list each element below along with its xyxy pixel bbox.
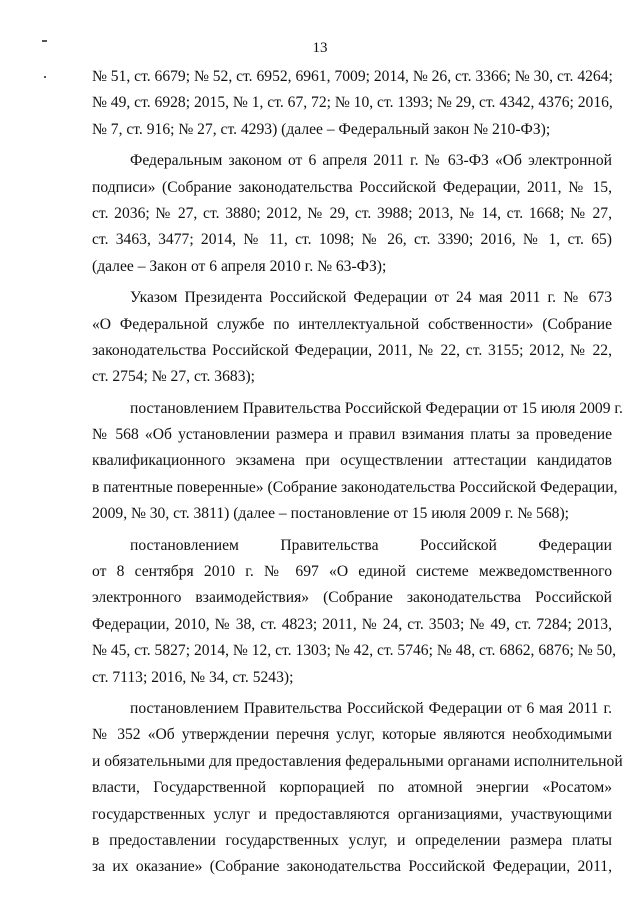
text-line: подписи» (Собрание законодательства Российской Федерации, 2011, № 15, <box>92 178 612 196</box>
text-line: ст. 3463, 3477; 2014, № 11, ст. 1098; № 26, ст. 3390; 2016, № 1, ст. 65) <box>92 231 612 249</box>
text-line: ст. 2754; № 27, ст. 3683); <box>92 368 256 386</box>
paragraph-government-resolution-352 <box>92 696 623 881</box>
scan-speck <box>44 76 46 78</box>
document-body <box>92 64 623 881</box>
text-line: 2009, № 30, ст. 3811) (далее – постановление от 15 июля 2009 г. № 568); <box>92 505 569 523</box>
text-line: Федерации, 2010, № 38, ст. 4823; 2011, № 24, ст. 3503; № 49, ст. 7284; 2013, <box>92 615 612 633</box>
text-line: постановлением Правительства Российской Федерации от 15 июля 2009 г. <box>130 399 623 417</box>
text-line: ст. 7113; 2016, № 34, ст. 5243); <box>92 668 294 686</box>
text-line: № 45, ст. 5827; 2014, № 12, ст. 1303; № 42, ст. 5746; № 48, ст. 6862, 6876; № 50, <box>92 642 617 660</box>
text-line: № 352 «Об утверждении перечня услуг, которые являются необходимыми <box>92 726 612 744</box>
paragraph-federal-law-210-continuation <box>92 64 612 143</box>
text-line: государственных услуг и предоставляются организациями, участвующими <box>92 805 612 823</box>
text-line: № 568 «Об установлении размера и правил взимания платы за проведение <box>92 426 612 444</box>
text-line: постановлением Правительства Российской Федерации от 6 мая 2011 г. <box>130 699 612 717</box>
text-line: квалификационного экзамена при осуществлении аттестации кандидатов <box>92 452 612 470</box>
text-line: электронного взаимодействия» (Собрание законодательства Российской <box>92 589 612 607</box>
text-line: № 49, ст. 6928; 2015, № 1, ст. 67, 72; № 10, ст. 1393; № 29, ст. 4342, 4376; 2016, <box>92 94 613 112</box>
paragraph-government-resolution-568 <box>92 396 623 528</box>
text-line: постановлением Правительства Российской Федерации <box>130 536 612 554</box>
text-line: (далее – Закон от 6 апреля 2010 г. № 63-ФЗ); <box>92 257 387 275</box>
paragraph-federal-law-63 <box>92 148 612 280</box>
paragraph-presidential-decree-673 <box>92 285 612 391</box>
text-line: Федеральным законом от 6 апреля 2011 г. № 63-ФЗ «Об электронной <box>130 152 612 170</box>
text-line: за их оказание» (Собрание законодательства Российской Федерации, 2011, <box>92 858 612 876</box>
text-line: ст. 2036; № 27, ст. 3880; 2012, № 29, ст. 3988; 2013, № 14, ст. 1668; № 27, <box>92 204 612 222</box>
text-line: и обязательными для предоставления федеральными органами исполнительной <box>92 752 623 770</box>
text-line: Указом Президента Российской Федерации от 24 мая 2011 г. № 673 <box>130 289 612 307</box>
paragraph-government-resolution-697 <box>92 533 617 691</box>
text-line: в патентные поверенные» (Собрание законодательства Российской Федерации, <box>92 478 618 496</box>
text-line: № 7, ст. 916; № 27, ст. 4293) (далее – Федеральный закон № 210-ФЗ); <box>92 120 551 138</box>
text-line: власти, Государственной корпорацией по атомной энергии «Росатом» <box>92 779 612 797</box>
text-line: № 51, ст. 6679; № 52, ст. 6952, 6961, 7009; 2014, № 26, ст. 3366; № 30, ст. 4264; <box>92 68 613 85</box>
page-number: 13 <box>312 40 328 56</box>
text-line: «О Федеральной службе по интеллектуальной собственности» (Собрание <box>92 315 612 333</box>
text-line: от 8 сентября 2010 г. № 697 «О единой системе межведомственного <box>92 563 612 581</box>
text-line: законодательства Российской Федерации, 2011, № 22, ст. 3155; 2012, № 22, <box>92 341 612 359</box>
text-line: в предоставлении государственных услуг, и определении размера платы <box>92 831 612 849</box>
